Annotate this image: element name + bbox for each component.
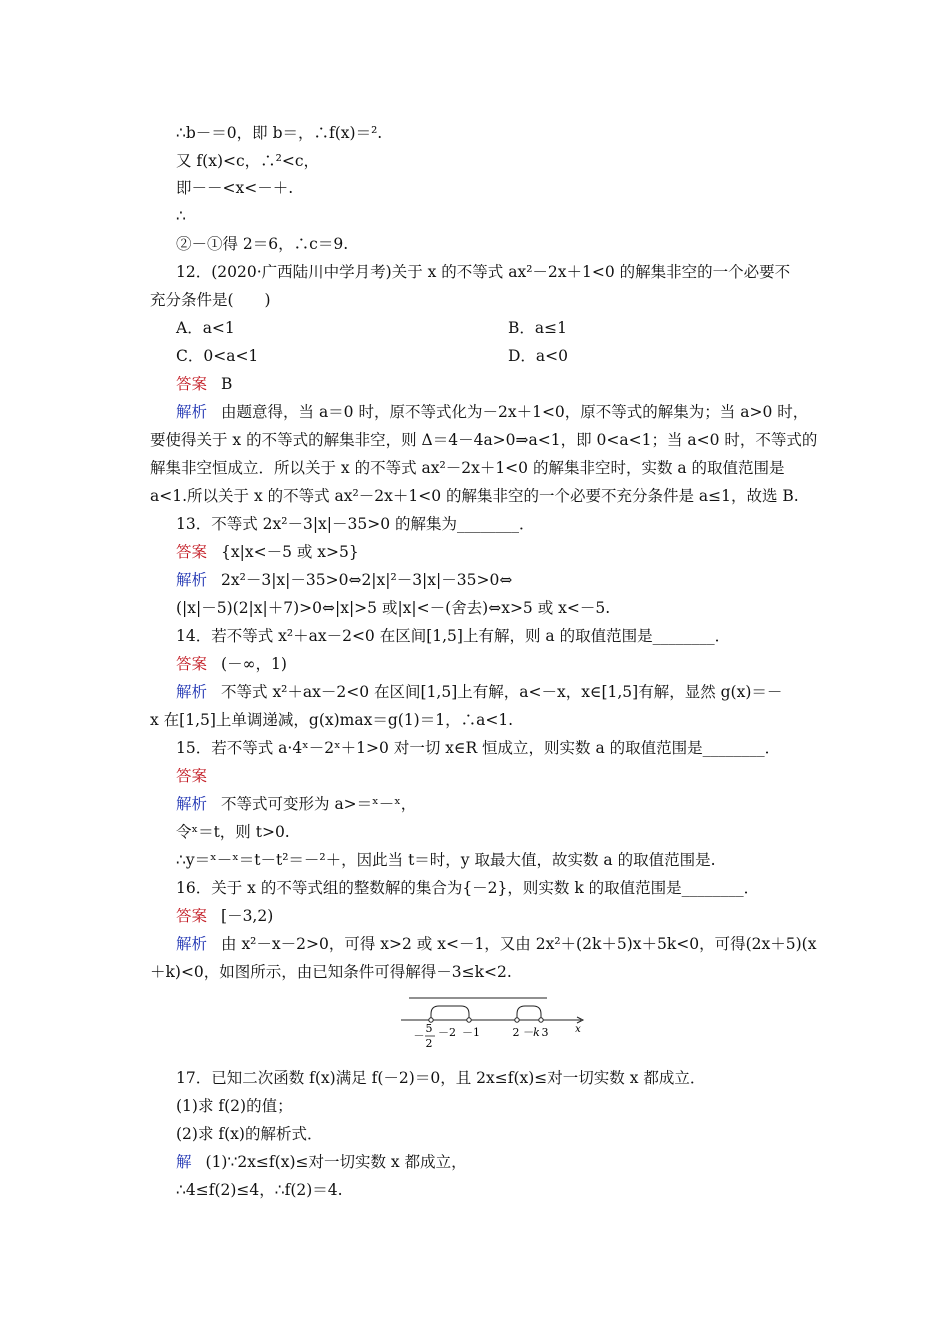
text-line: a<1.所以关于 x 的不等式 ax²－2x＋1<0 的解集非空的一个必要不充分条件是 a≤1，故选 B. — [150, 487, 799, 505]
analysis-tag: 解析 — [176, 571, 208, 589]
tick-label: － — [413, 1029, 425, 1042]
analysis-text: 不等式 x²＋ax－2<0 在区间[1,5]上有解，a<－x，x∈[1,5]有解，显然 g(x)＝－ — [221, 683, 783, 701]
text-line: ②－①得 2＝6，∴c＝9. — [176, 235, 349, 253]
analysis-tag: 解析 — [176, 795, 208, 813]
answer-value: (－∞，1) — [221, 655, 287, 673]
answer-line — [176, 654, 287, 674]
analysis-text: 由题意得，当 a＝0 时，原不等式化为－2x＋1<0，原不等式的解集为；当 a>0 时， — [221, 403, 809, 421]
tick-label: －1 — [462, 1026, 480, 1039]
option-d: D．a<0 — [508, 347, 569, 365]
text-line: 要使得关于 x 的不等式的解集非空，则 Δ＝4－4a>0⇒a<1，即 0<a<1；当 a<0 时，不等式的 — [150, 431, 818, 449]
text-line: 又 f(x)<c，∴²<c， — [176, 152, 320, 170]
solution-tag: 解 — [176, 1153, 192, 1171]
question-14: 14．若不等式 x²＋ax－2<0 在区间[1,5]上有解，则 a 的取值范围是________． — [176, 627, 731, 645]
option-b: B．a≤1 — [508, 319, 567, 337]
analysis-line — [176, 794, 416, 814]
question-12: 12．(2020·广西陆川中学月考)关于 x 的不等式 ax²－2x＋1<0 的解集非空的一个必要不 — [176, 263, 791, 281]
question-16: 16．关于 x 的不等式组的整数解的集合为{－2}，则实数 k 的取值范围是________． — [176, 879, 760, 897]
answer-line — [176, 766, 207, 786]
option-c: C．0<a<1 — [176, 347, 259, 365]
answer-value: [－3,2) — [221, 907, 274, 925]
answer-value: {x|x<－5 或 x>5} — [221, 543, 359, 561]
text-line: ∴y＝ˣ－ˣ＝t－t²＝－²＋，因此当 t＝时，y 取最大值，故实数 a 的取值范围是. — [176, 851, 716, 869]
question-12-cont: 充分条件是( ) — [150, 291, 271, 309]
answer-tag: 答案 — [176, 543, 208, 561]
text-line: ＋k)<0，如图所示，由已知条件可得解得－3≤k<2. — [150, 963, 512, 981]
arc-right — [517, 1006, 541, 1020]
answer-value: B — [221, 375, 233, 393]
text-line: ∴4≤f(2)≤4，∴f(2)＝4. — [176, 1181, 343, 1199]
analysis-text: 2x²－3|x|－35>0⇔2|x|²－3|x|－35>0⇔ — [221, 571, 513, 589]
answer-line — [176, 374, 232, 394]
text-line: 即－－<x<－＋. — [176, 179, 294, 197]
question-15: 15．若不等式 a·4ˣ－2ˣ＋1>0 对一切 x∈R 恒成立，则实数 a 的取值范围是________． — [176, 739, 781, 757]
analysis-tag: 解析 — [176, 935, 208, 953]
tick-label: －2 — [438, 1026, 456, 1039]
answer-tag: 答案 — [176, 767, 208, 785]
number-line-figure — [395, 992, 595, 1054]
text-line: ∴ — [176, 207, 186, 225]
open-point — [467, 1018, 471, 1022]
analysis-line — [176, 682, 782, 702]
answer-line — [176, 542, 359, 562]
open-point — [539, 1018, 543, 1022]
solution-line — [176, 1152, 467, 1172]
tick-label: －k — [522, 1026, 540, 1039]
analysis-line — [176, 934, 816, 954]
text-line: 令ˣ＝t，则 t>0. — [176, 823, 290, 841]
text-line: (|x|－5)(2|x|＋7)>0⇔|x|>5 或|x|<－(舍去)⇔x>5 或 x<－5. — [176, 599, 611, 617]
tick-label: 2 — [512, 1026, 520, 1039]
answer-tag: 答案 — [176, 907, 208, 925]
analysis-line — [176, 402, 808, 422]
tick-label: 2 — [425, 1037, 433, 1050]
analysis-text: 不等式可变形为 a>＝ˣ－ˣ， — [221, 795, 417, 813]
open-point — [515, 1018, 519, 1022]
option-a: A．a<1 — [176, 319, 235, 337]
analysis-tag: 解析 — [176, 683, 208, 701]
answer-tag: 答案 — [176, 655, 208, 673]
answer-tag: 答案 — [176, 375, 208, 393]
analysis-tag: 解析 — [176, 403, 208, 421]
analysis-line — [176, 570, 512, 590]
tick-label: 3 — [541, 1026, 549, 1039]
analysis-text: 由 x²－x－2>0，可得 x>2 或 x<－1，又由 2x²＋(2k＋5)x＋5k<0，可得(2x＋5)(x — [221, 935, 817, 953]
question-13: 13．不等式 2x²－3|x|－35>0 的解集为________． — [176, 515, 535, 533]
arc-left — [431, 1006, 469, 1020]
axis-label: x — [575, 1024, 581, 1035]
solution-text: (1)∵2x≤f(x)≤对一切实数 x 都成立， — [205, 1153, 467, 1171]
text-line: 解集非空恒成立．所以关于 x 的不等式 ax²－2x＋1<0 的解集非空时，实数 a 的取值范围是 — [150, 459, 785, 477]
question-17: 17．已知二次函数 f(x)满足 f(－2)＝0，且 2x≤f(x)≤对一切实数 x 都成立． — [176, 1069, 706, 1087]
answer-line — [176, 906, 273, 926]
text-line: x 在[1,5]上单调递减，g(x)max＝g(1)＝1，∴a<1. — [150, 711, 514, 729]
text-line: (1)求 f(2)的值； — [176, 1097, 293, 1115]
text-line: (2)求 f(x)的解析式． — [176, 1125, 323, 1143]
text-line: ∴b－＝0，即 b＝，∴f(x)＝². — [176, 124, 383, 142]
tick-label: 5 — [425, 1022, 433, 1035]
